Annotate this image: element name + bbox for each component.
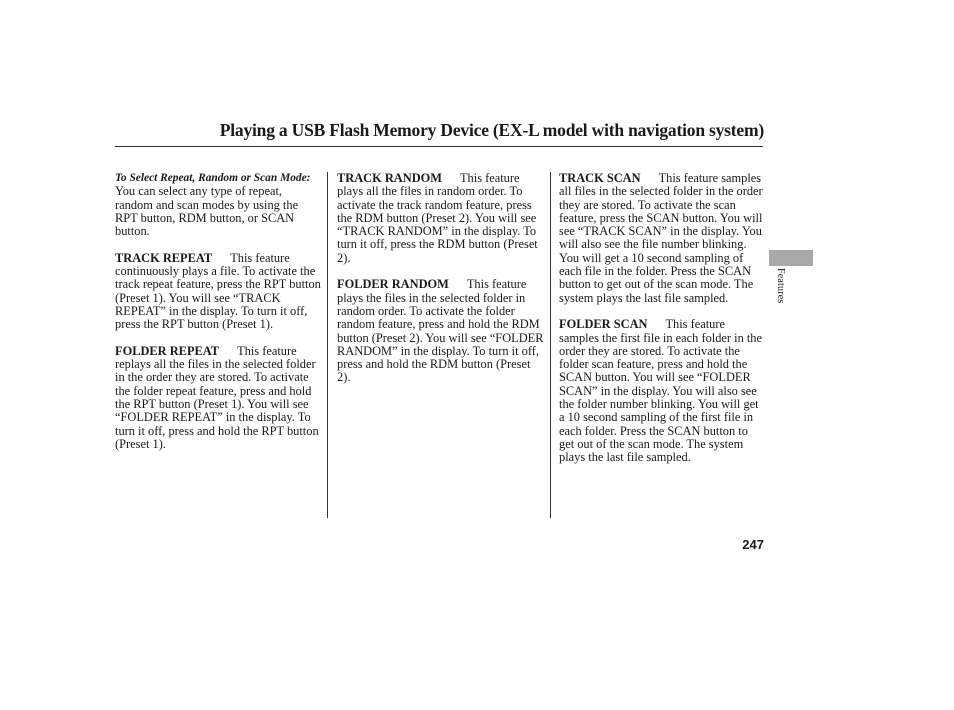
track-repeat-heading: TRACK REPEAT [115, 250, 213, 265]
page-number: 247 [742, 537, 764, 552]
folder-scan-text: This feature samples the first file in each folder in the order they are stored. To activate the folder scan feature, press and hold the SCAN button. You will see “FOLDER SCAN” in the display. You will also see the folder number blinking. You will get a 10 second sampling of the first file in each folder. Press the SCAN button to get out of the scan mode. The system plays the last file sampled. [559, 317, 762, 465]
section-tab-marker [769, 250, 813, 266]
track-random-text: This feature plays all the files in random order. To activate the track random feature, press the RDM button (Preset 2). You will see “TRACK RANDOM” in the display. To turn it off, press the RDM button (Preset 2). [337, 171, 538, 265]
track-scan-text: This feature samples all files in the selected folder in the order they are stored. To activate the scan feature, press the SCAN button. You will see “TRACK SCAN” in the display. You will also see the file number blinking. You will get a 10 second sampling of each file in the folder. Press the SCAN button to get out of the scan mode. The system plays the last file sampled. [559, 171, 763, 305]
track-scan-section [559, 172, 765, 305]
track-scan-heading: TRACK SCAN [559, 171, 641, 185]
title-divider [115, 146, 763, 147]
track-repeat-section [115, 252, 321, 332]
folder-random-text: This feature plays the files in the selected folder in random order. To activate the folder random feature, press and hold the RDM button (Preset 2). You will see “FOLDER RANDOM” in the display. To turn it off, press and hold the RDM button (Preset 2). [337, 277, 544, 385]
folder-random-heading: FOLDER RANDOM [337, 277, 449, 292]
section-side-label: Features [775, 268, 786, 304]
folder-random-section [337, 278, 545, 384]
column-3 [559, 172, 765, 478]
track-random-heading: TRACK RANDOM [337, 171, 442, 185]
column-2 [337, 172, 545, 398]
track-repeat-text: This feature continuously plays a file. To activate the track repeat feature, press the RPT button (Preset 1). You will see “TRACK REPEAT” in the display. To turn it off, press the RPT button (Preset 1). [115, 250, 321, 332]
page-title: Playing a USB Flash Memory Device (EX-L model with navigation system) [219, 120, 764, 140]
folder-repeat-heading: FOLDER REPEAT [115, 343, 220, 358]
folder-repeat-section [115, 345, 321, 451]
intro-heading: To Select Repeat, Random or Scan Mode: [115, 172, 311, 184]
track-random-section [337, 172, 545, 265]
column-divider-2 [550, 172, 551, 518]
column-1 [115, 172, 321, 465]
intro-section [115, 172, 321, 238]
folder-scan-section [559, 318, 765, 464]
intro-text: You can select any type of repeat, random and scan modes by using the RPT button, RDM button, or SCAN button. [115, 184, 299, 239]
column-divider-1 [327, 172, 328, 518]
folder-scan-heading: FOLDER SCAN [559, 317, 648, 332]
folder-repeat-text: This feature replays all the files in the selected folder in the order they are stored. To activate the folder repeat feature, press and hold the RPT button (Preset 1). You will see “FOLDER REPEAT” in the display. To turn it off, press and hold the RPT button (Preset 1). [115, 343, 319, 451]
